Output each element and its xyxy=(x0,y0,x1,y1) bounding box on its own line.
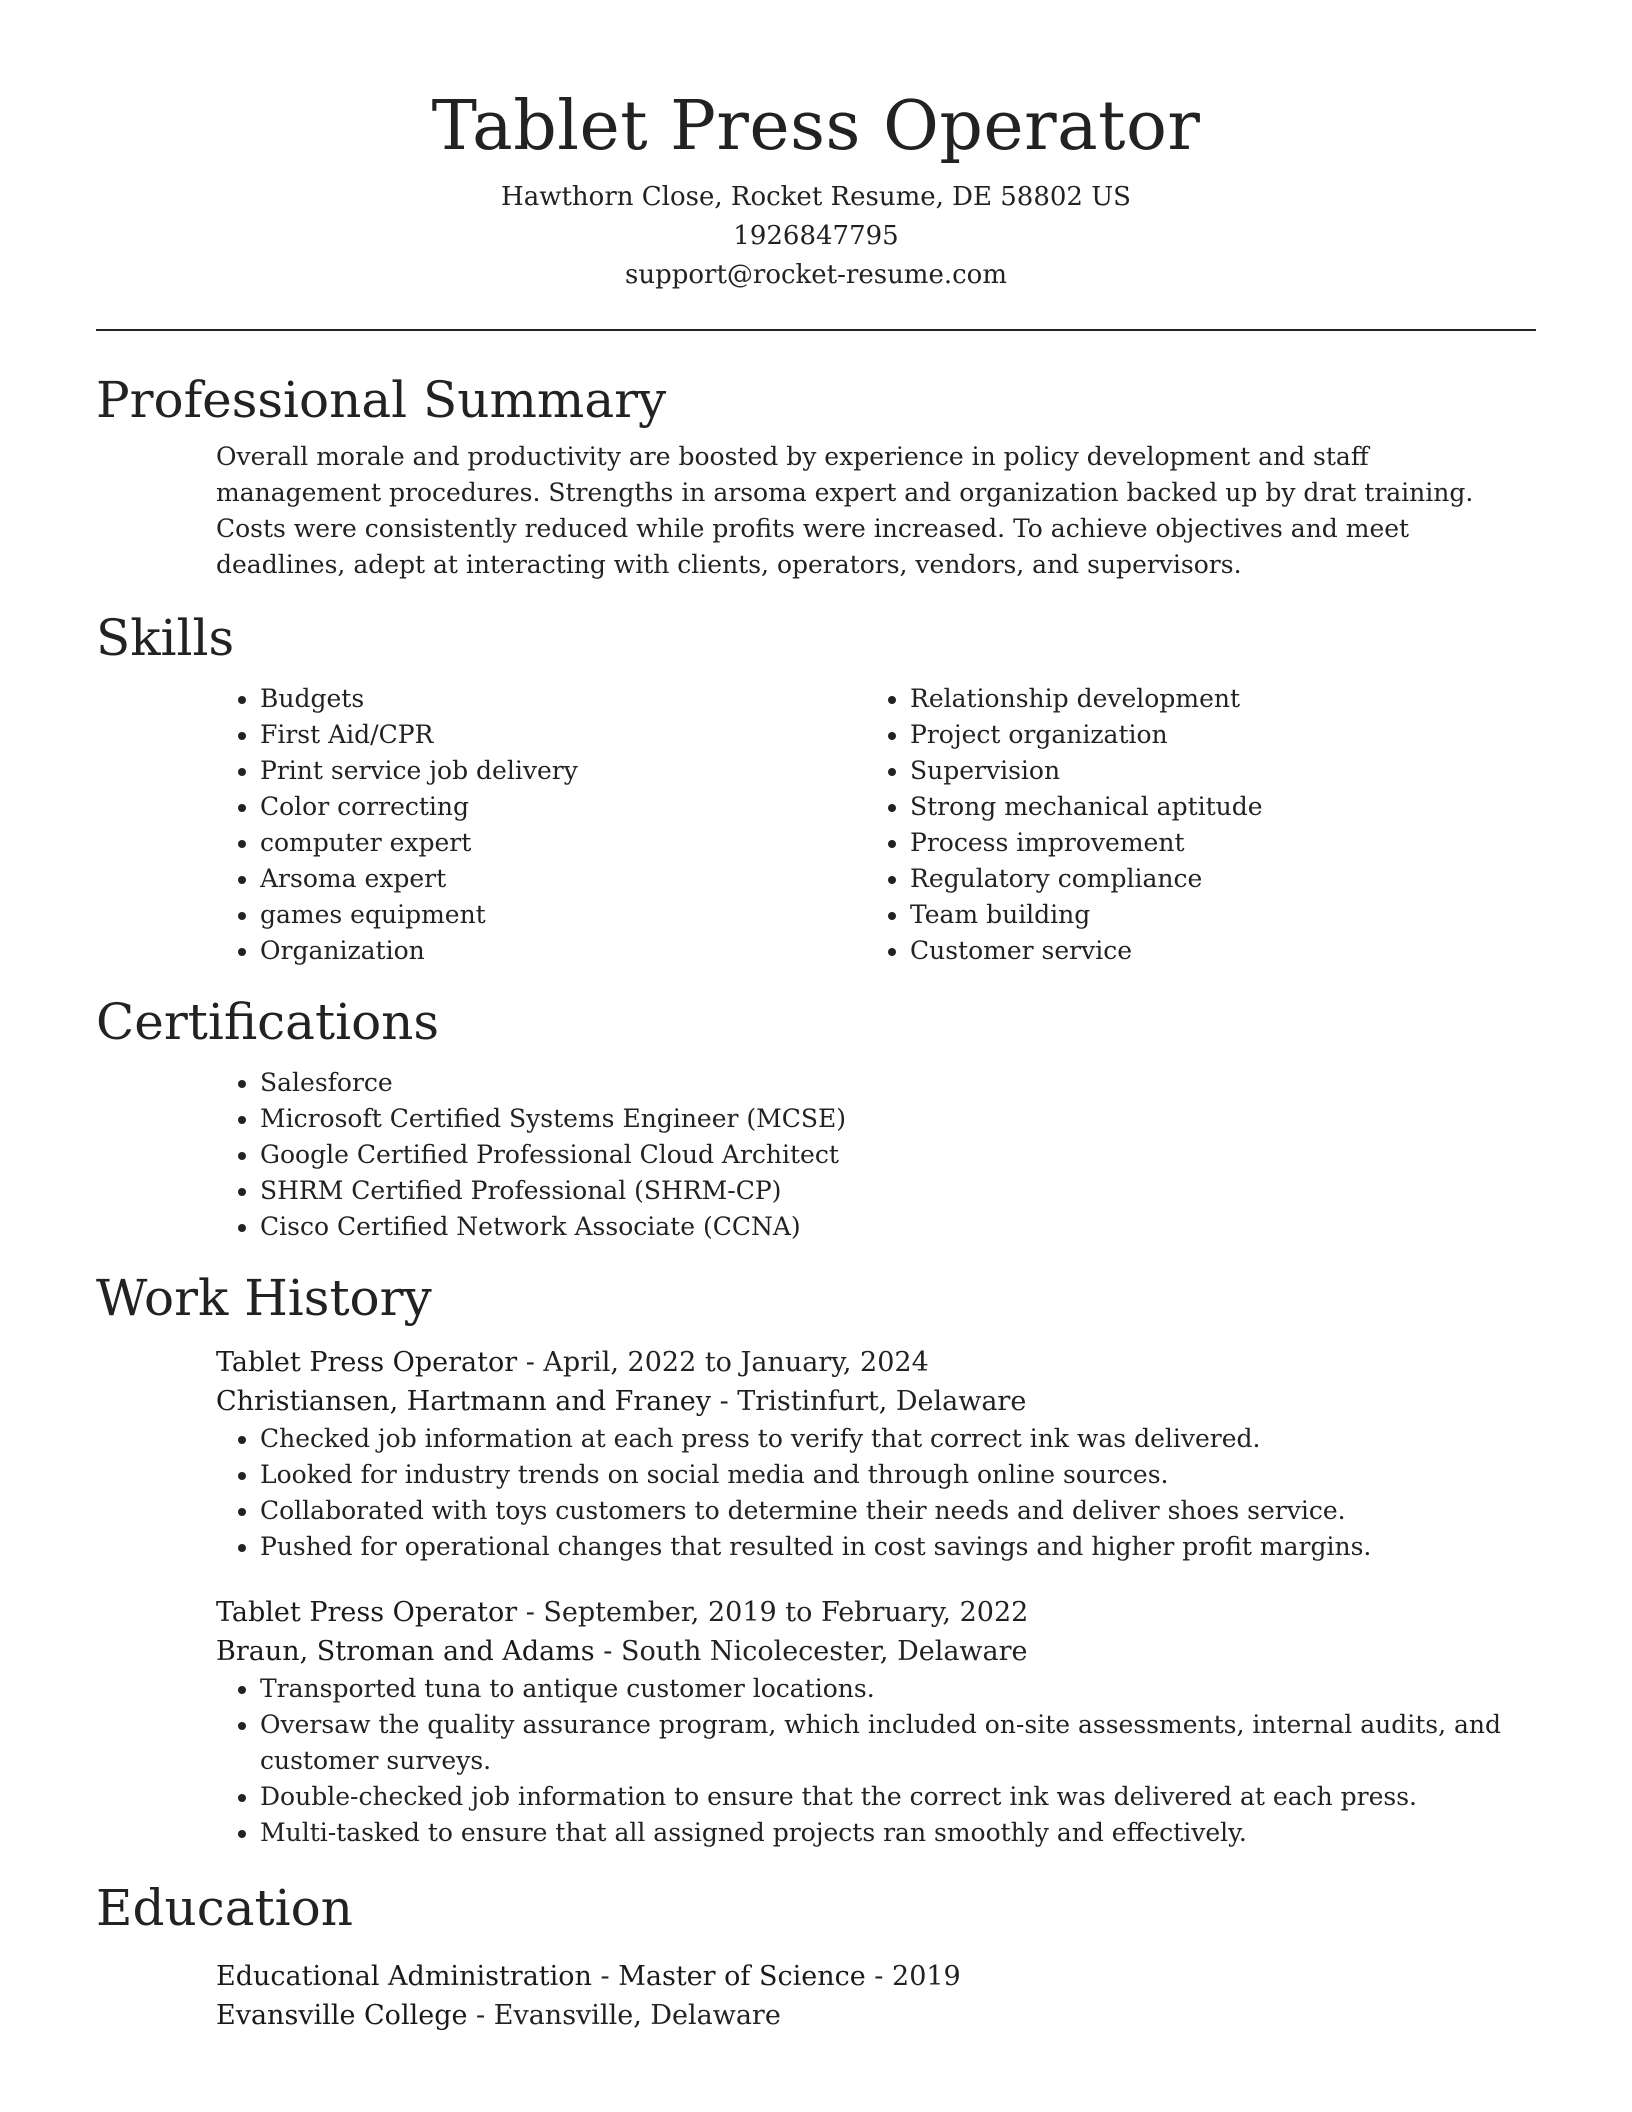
contact-info xyxy=(96,178,1536,295)
skills-section xyxy=(96,607,1536,969)
skills-list-right xyxy=(866,681,1516,969)
skill-item: • Process improvement xyxy=(910,825,1516,861)
certification-item: • Google Certified Professional Cloud Architect xyxy=(260,1137,1536,1173)
skill-item: • Organization xyxy=(260,933,866,969)
skills-list-left xyxy=(216,681,866,969)
separator: - xyxy=(517,1597,544,1628)
contact-address: Hawthorn Close, Rocket Resume, DE 58802 US xyxy=(501,182,1131,212)
education-year: 2019 xyxy=(892,1961,961,1992)
education-degree: Master of Science xyxy=(618,1961,866,1992)
skill-item: • Budgets xyxy=(260,681,866,717)
skill-item: • Regulatory compliance xyxy=(910,861,1516,897)
work-history-heading: Work History xyxy=(96,1269,432,1327)
header-divider xyxy=(96,329,1536,331)
skills-column-left xyxy=(216,681,866,969)
job-duty: • Checked job information at each press to verify that correct ink was delivered. xyxy=(260,1421,1536,1457)
education-degree-line xyxy=(216,1957,1536,1996)
skill-item: • games equipment xyxy=(260,897,866,933)
job-company-line xyxy=(216,1632,1536,1671)
contact-email: support@rocket-resume.com xyxy=(624,260,1007,290)
resume-page xyxy=(96,0,1536,2035)
summary-heading: Professional Summary xyxy=(96,371,667,429)
work-history-section xyxy=(96,1267,1536,1851)
skill-item: • computer expert xyxy=(260,825,866,861)
job-location: South Nicolecester, Delaware xyxy=(620,1636,1028,1667)
certifications-list xyxy=(216,1065,1536,1245)
job-entry xyxy=(216,1593,1536,1851)
skills-grid xyxy=(216,681,1536,969)
separator: - xyxy=(591,1961,619,1992)
certification-item: • SHRM Certified Professional (SHRM-CP) xyxy=(260,1173,1536,1209)
certification-item: • Salesforce xyxy=(260,1065,1536,1101)
skills-column-right xyxy=(866,681,1516,969)
summary-text: Overall morale and productivity are boosted by experience in policy development and staff management procedures. Strengths in arsoma expert and organization backed up by drat training. Costs were consistently reduced while profits were increased. To achieve objectives and meet deadlines, adept at interacting with clients, operators, vendors, and supervisors. xyxy=(216,442,1474,579)
skill-item: • Relationship development xyxy=(910,681,1516,717)
certifications-heading: Certifications xyxy=(96,993,440,1051)
certifications-section xyxy=(96,991,1536,1245)
resume-header xyxy=(96,0,1536,295)
job-duty: • Looked for industry trends on social media and through online sources. xyxy=(260,1457,1536,1493)
skill-item: • Arsoma expert xyxy=(260,861,866,897)
certifications-list-wrap xyxy=(216,1065,1536,1245)
job-title-line xyxy=(216,1343,1536,1382)
skill-item: • First Aid/CPR xyxy=(260,717,866,753)
skill-item: • Supervision xyxy=(910,753,1516,789)
skill-item: • Print service job delivery xyxy=(260,753,866,789)
education-location: Evansville, Delaware xyxy=(493,2000,781,2031)
separator: - xyxy=(594,1636,621,1667)
job-company: Braun, Stroman and Adams xyxy=(216,1636,595,1667)
skill-item: • Strong mechanical aptitude xyxy=(910,789,1516,825)
summary-section xyxy=(96,369,1536,583)
job-role: Tablet Press Operator xyxy=(216,1597,518,1628)
separator: - xyxy=(865,1961,893,1992)
job-duties-list xyxy=(216,1671,1536,1851)
skill-item: • Team building xyxy=(910,897,1516,933)
education-heading: Education xyxy=(96,1879,353,1937)
separator: - xyxy=(710,1386,738,1417)
job-title-line xyxy=(216,1593,1536,1632)
job-dates: September, 2019 to February, 2022 xyxy=(543,1597,1029,1628)
job-duty: • Collaborated with toys customers to determine their needs and deliver shoes service. xyxy=(260,1493,1536,1529)
certification-item: • Microsoft Certified Systems Engineer (MCSE) xyxy=(260,1101,1536,1137)
skill-item: • Project organization xyxy=(910,717,1516,753)
education-field: Educational Administration xyxy=(216,1961,592,1992)
job-company-line xyxy=(216,1382,1536,1421)
job-duty: • Transported tuna to antique customer locations. xyxy=(260,1671,1536,1707)
job-duty: • Pushed for operational changes that resulted in cost savings and higher profit margins. xyxy=(260,1529,1536,1565)
job-role: Tablet Press Operator xyxy=(216,1347,518,1378)
education-entry xyxy=(216,1957,1536,2035)
job-dates: April, 2022 to January, 2024 xyxy=(543,1347,929,1378)
job-duty: • Multi-tasked to ensure that all assigned projects ran smoothly and effectively. xyxy=(260,1815,1536,1851)
job-company: Christiansen, Hartmann and Franey xyxy=(216,1386,711,1417)
separator: - xyxy=(517,1347,544,1378)
contact-phone: 1926847795 xyxy=(733,221,899,251)
skill-item: • Color correcting xyxy=(260,789,866,825)
job-location: Tristinfurt, Delaware xyxy=(737,1386,1027,1417)
certification-item: • Cisco Certified Network Associate (CCNA) xyxy=(260,1209,1536,1245)
skill-item: • Customer service xyxy=(910,933,1516,969)
education-school-line xyxy=(216,1996,1536,2035)
education-school: Evansville College xyxy=(216,2000,468,2031)
skills-heading: Skills xyxy=(96,609,235,667)
job-duty: • Double-checked job information to ensure that the correct ink was delivered at each press. xyxy=(260,1779,1536,1815)
resume-title: Tablet Press Operator xyxy=(431,87,1201,166)
job-entry xyxy=(216,1343,1536,1565)
job-duty: • Oversaw the quality assurance program, which included on-site assessments, internal audits, and customer surveys. xyxy=(260,1707,1536,1779)
education-section xyxy=(96,1877,1536,2035)
separator: - xyxy=(467,2000,494,2031)
job-duties-list xyxy=(216,1421,1536,1565)
